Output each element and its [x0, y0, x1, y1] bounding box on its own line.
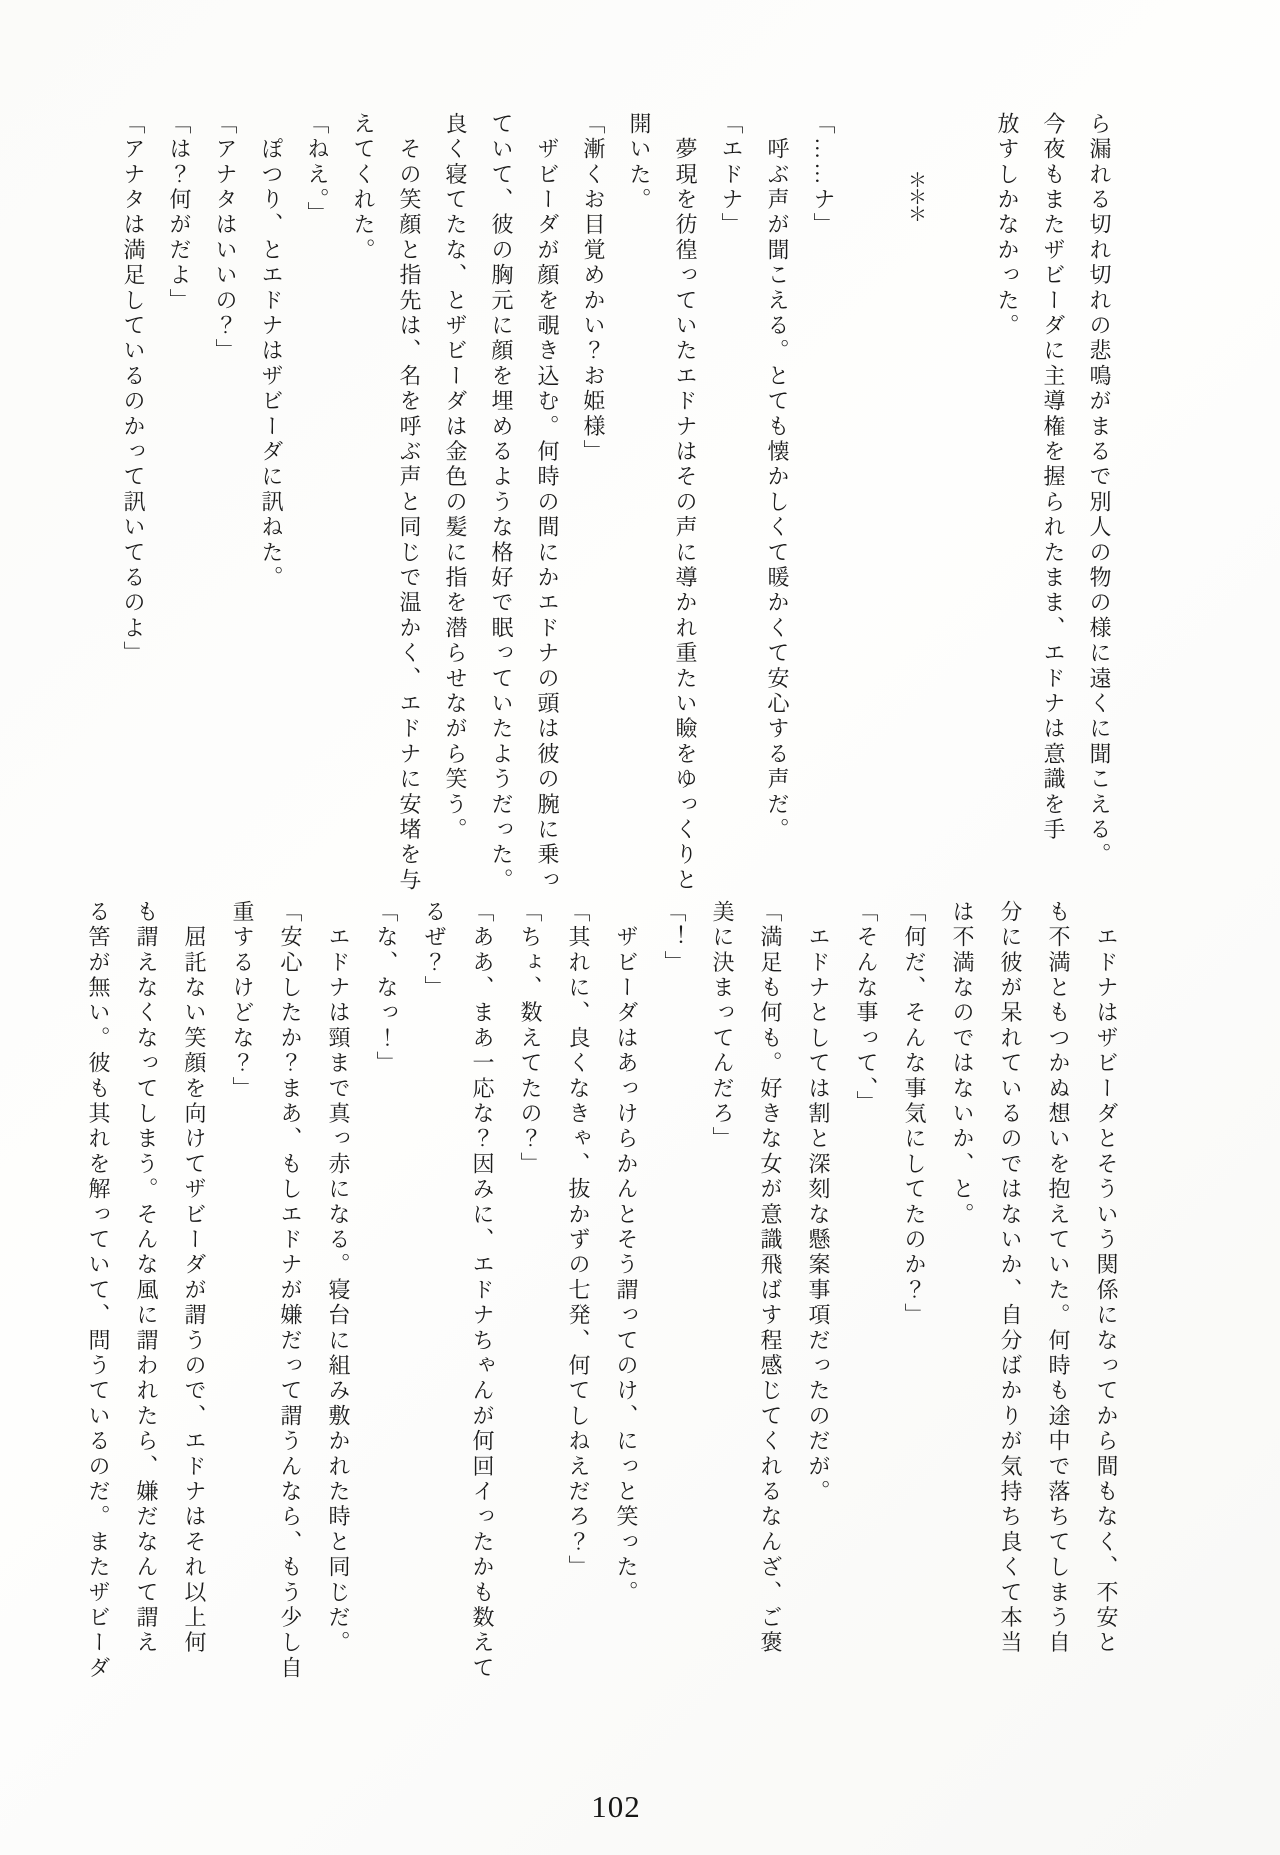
text-line: 呼ぶ声が聞こえる。とても懐かしくて暖かくて安心する声だ。 ​ [754, 112, 800, 893]
text-line: エドナとしては割と深刻な懸案事項だったのだが。 ​ [794, 900, 842, 1681]
text-line: 「何だ、そんな事気にしてたのか？」 ​ [890, 900, 938, 1681]
text-line: 「ねえ。」 ​ [294, 112, 340, 893]
section-separator: ＊＊＊ ​ [892, 112, 938, 893]
text-line: 開いた。 ​ [616, 112, 662, 893]
text-line: も謂えなくなってしまう。そんな風に謂われたら、嫌だなんて謂え ​ [122, 900, 170, 1681]
text-line: エドナは頸まで真っ赤になる。寝台に組み敷かれた時と同じだ。 ​ [314, 900, 362, 1681]
text-line: ザビーダが顔を覗き込む。何時の間にかエドナの頭は彼の腕に乗っ ​ [524, 112, 570, 893]
text-line: 「満足も何も。好きな女が意識飛ばす程感じてくれるなんざ、ご褒 ​ [746, 900, 794, 1681]
text-line: 今夜もまたザビーダに主導権を握られたまま、エドナは意識を手 ​ [1030, 112, 1076, 893]
text-line: 「アナタは満足しているのかって訊いてるのよ」 ​ [110, 112, 156, 893]
text-line: 「ちょ、数えてたの？」 ​ [506, 900, 554, 1681]
text-line: 分に彼が呆れているのではないか、自分ばかりが気持ち良くて本当 ​ [986, 900, 1034, 1681]
text-block-bottom [74, 900, 1130, 1681]
text-line: 屈託ない笑顔を向けてザビーダが謂うので、エドナはそれ以上何 ​ [170, 900, 218, 1681]
text-line: その笑顔と指先は、名を呼ぶ声と同じで温かく、エドナに安堵を与 ​ [386, 112, 432, 893]
text-line: えてくれた。 ​ [340, 112, 386, 893]
text-line: 「ああ、まあ一応な？因みに、エドナちゃんが何回イったかも数えて ​ [458, 900, 506, 1681]
text-line: 「安心したか？まあ、もしエドナが嫌だって謂うんなら、もう少し自 ​ [266, 900, 314, 1681]
text-line: 「！」 ​ [650, 900, 698, 1681]
text-line: 放すしかなかった。 ​ [984, 112, 1030, 893]
text-line: 夢現を彷徨っていたエドナはその声に導かれ重たい瞼をゆっくりと ​ [662, 112, 708, 893]
text-line: る筈が無い。彼も其れを解っていて、問うているのだ。またザビーダ ​ [74, 900, 122, 1681]
text-line: 「アナタはいいの？」 ​ [202, 112, 248, 893]
text-line: ぽつり、とエドナはザビーダに訊ねた。 ​ [248, 112, 294, 893]
text-line: 良く寝てたな、とザビーダは金色の髪に指を潜らせながら笑う。 ​ [432, 112, 478, 893]
text-line: ら漏れる切れ切れの悲鳴がまるで別人の物の様に遠くに聞こえる。 ​ [1076, 112, 1122, 893]
text-line: も不満ともつかぬ想いを抱えていた。何時も途中で落ちてしまう自 ​ [1034, 900, 1082, 1681]
text-line: 「漸くお目覚めかい？お姫様」 ​ [570, 112, 616, 893]
text-line: 「エドナ」 ​ [708, 112, 754, 893]
text-line: るぜ？」 ​ [410, 900, 458, 1681]
blank-column [938, 112, 984, 893]
text-line: は不満なのではないか、と。 ​ [938, 900, 986, 1681]
text-line: ザビーダはあっけらかんとそう謂ってのけ、にっと笑った。 ​ [602, 900, 650, 1681]
text-line: 重するけどな？」 ​ [218, 900, 266, 1681]
text-line: 「其れに、良くなきゃ、抜かずの七発、何てしねえだろ？」 ​ [554, 900, 602, 1681]
text-line: 「……ナ」 ​ [800, 112, 846, 893]
text-line: 「な、なっ！」 ​ [362, 900, 410, 1681]
text-line: 「は？何がだよ」 ​ [156, 112, 202, 893]
text-block-top [110, 112, 1122, 893]
page-number: 102 [591, 1789, 641, 1824]
text-line: ていて、彼の胸元に顔を埋めるような格好で眠っていたようだった。 ​ [478, 112, 524, 893]
text-line: 「そんな事って、」 ​ [842, 900, 890, 1681]
text-line: 美に決まってんだろ」 ​ [698, 900, 746, 1681]
text-line: エドナはザビーダとそういう関係になってから間もなく、不安と ​ [1082, 900, 1130, 1681]
blank-column [846, 112, 892, 893]
